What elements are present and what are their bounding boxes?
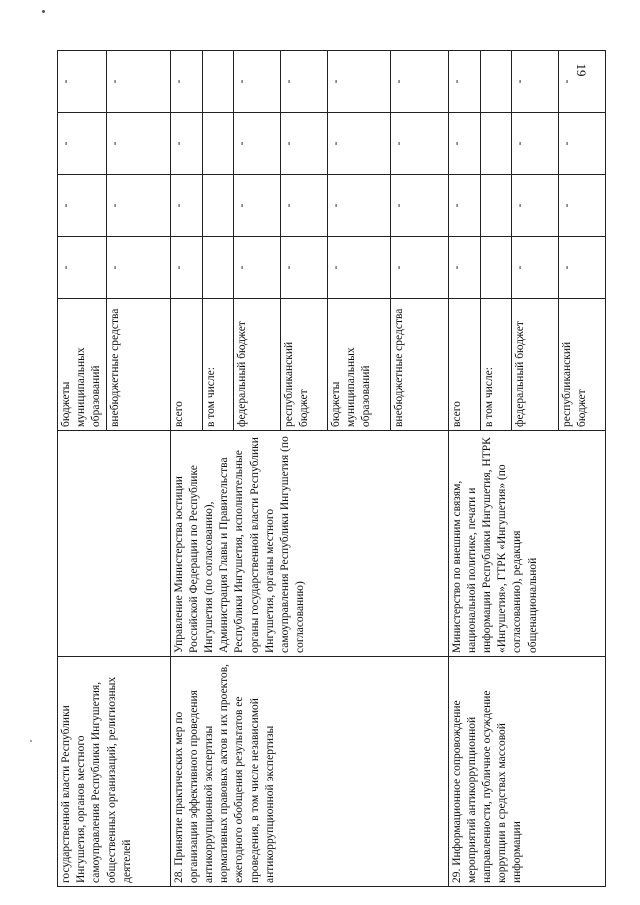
funding-value-cell: - [511,175,558,237]
funding-value-cell: - [448,113,480,175]
funding-value-cell: - [511,113,558,175]
funding-value-cell [202,113,233,175]
funding-value-cell: - [280,237,327,299]
funding-value-cell: - [233,237,280,299]
funding-value-cell: - [280,113,327,175]
funding-value-cell: - [448,237,480,299]
funding-value-cell: - [327,113,390,175]
table-row [448,51,480,887]
funding-value-cell [202,237,233,299]
funding-value-cell: - [280,175,327,237]
funding-source-cell: бюджеты муниципальных образований [327,299,390,431]
funding-value-cell [202,51,233,113]
funding-source-cell: всего [448,299,480,431]
funding-value-cell: - [511,237,558,299]
funding-source-cell: внебюджетные средства [390,299,448,431]
executors-cell: Министерство по внешним связям, национальной политике, печати и информации Республики Ингушетия, НТРК «Ингушетия», ГТРК «Ингушетия» (по согласованию), редакция общенациональной [448,431,605,657]
funding-value-cell: - [58,237,107,299]
executors-cell [58,431,171,657]
funding-value-cell: - [558,175,605,237]
funding-value-cell: - [558,51,605,113]
table-row [170,51,202,887]
funding-source-cell: в том числе: [480,299,511,431]
funding-value-cell: - [170,175,202,237]
funding-value-cell: - [390,113,448,175]
funding-value-cell: - [170,51,202,113]
scan-speck [42,10,45,13]
scan-speck [30,740,32,742]
funding-value-cell: - [327,237,390,299]
funding-value-cell: - [106,237,170,299]
executors-cell: Управление Министерства юстиции Российской Федерации по Республике Ингушетия (по согласованию), Администрация Главы и Правительства Республики Ингушетия, исполнительные органы государственной власти Республики Ингушетия, органы местного самоуправления Республики Ингушетия (по согласованию) [170,431,448,657]
funding-value-cell: - [58,51,107,113]
funding-value-cell: - [390,175,448,237]
funding-value-cell: - [106,113,170,175]
funding-value-cell: - [233,51,280,113]
funding-source-cell: внебюджетные средства [106,299,170,431]
funding-value-cell [480,113,511,175]
funding-value-cell: - [58,175,107,237]
funding-source-cell: республиканский бюджет [280,299,327,431]
funding-source-cell: всего [170,299,202,431]
page-number: 19 [574,63,589,77]
funding-value-cell: - [106,51,170,113]
funding-value-cell: - [170,237,202,299]
measure-cell: государственной власти Республики Ингушетия, органов местного самоуправления Республики Ингушетия, общественных организаций, религиозных деятелей [58,657,171,887]
measure-cell: 28. Принятие практических мер по организации эффективного проведения антикоррупционной экспертизы нормативных правовых актов и их проектов, ежегодного обобщения результатов ее проведения, в том числе независимой антикоррупционной экспертизы [170,657,448,887]
funding-value-cell: - [58,113,107,175]
funding-value-cell: - [327,51,390,113]
funding-value-cell: - [390,51,448,113]
funding-value-cell: - [170,113,202,175]
funding-source-cell: в том числе: [202,299,233,431]
funding-value-cell: - [280,51,327,113]
funding-source-cell: федеральный бюджет [233,299,280,431]
funding-source-cell: республиканский бюджет [558,299,605,431]
funding-value-cell: - [448,175,480,237]
funding-value-cell: - [233,113,280,175]
funding-value-cell [202,175,233,237]
funding-value-cell [480,51,511,113]
table-row [58,51,107,887]
measure-cell: 29. Информационное сопровождение мероприятий антикоррупционной направленности, публичное осуждение коррупции в средствах массовой информации [448,657,605,887]
funding-value-cell: - [106,175,170,237]
funding-value-cell: - [233,175,280,237]
funding-value-cell: - [448,51,480,113]
funding-value-cell [480,237,511,299]
funding-value-cell [480,175,511,237]
funding-value-cell: - [327,175,390,237]
funding-value-cell: - [558,113,605,175]
funding-source-cell: бюджеты муниципальных образований [58,299,107,431]
funding-source-cell: федеральный бюджет [511,299,558,431]
funding-value-cell: - [390,237,448,299]
funding-value-cell: - [511,51,558,113]
funding-value-cell: - [558,237,605,299]
program-measures-table [57,50,606,887]
